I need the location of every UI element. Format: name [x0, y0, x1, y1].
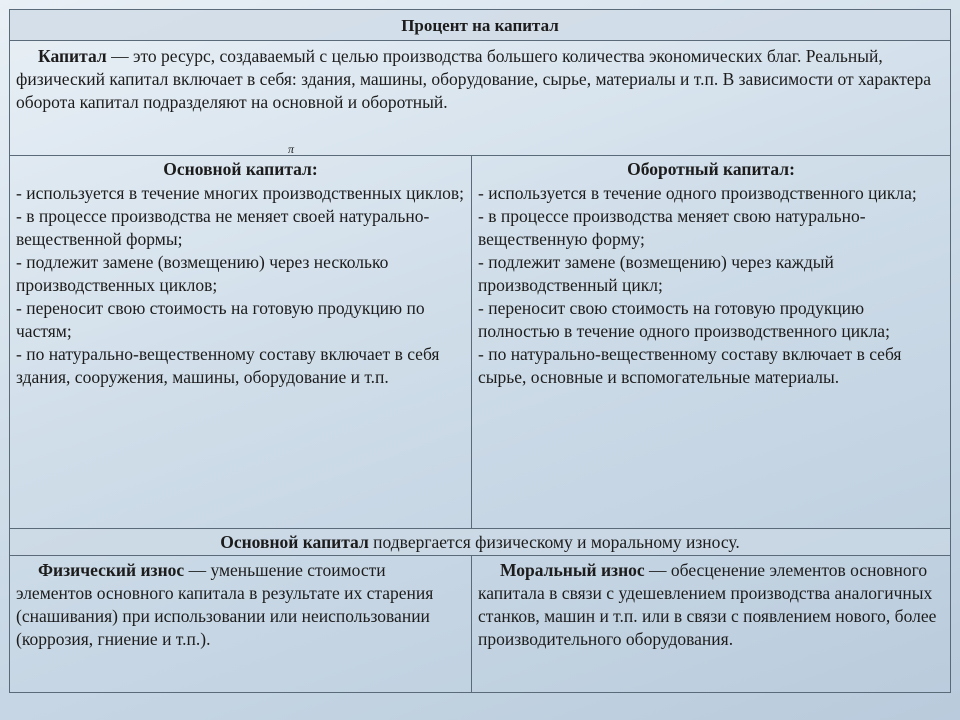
fixed-capital-column — [10, 156, 472, 529]
list-item: - по натурально-вещественному составу включает в себя сырье, основные и вспомогательные материалы. — [478, 344, 902, 387]
working-capital-heading: Оборотный капитал: — [627, 159, 795, 179]
title-row — [10, 10, 950, 41]
list-item: - используется в течение многих производственных циклов; — [16, 183, 464, 203]
intro-paragraph — [10, 41, 950, 156]
list-item: - по натурально-вещественному составу включает в себя здания, сооружения, машины, оборудование и т.п. — [16, 344, 440, 387]
wear-term: Основной капитал — [220, 532, 369, 552]
pi-symbol: π — [288, 142, 295, 156]
wear-text: подвергается физическому и моральному износу. — [368, 532, 740, 552]
working-capital-column — [472, 156, 950, 529]
wear-statement — [10, 529, 950, 556]
list-item: - переносит свою стоимость на готовую продукцию полностью в течение одного производственного цикла; — [478, 298, 890, 341]
list-item: - используется в течение одного производственного цикла; — [478, 183, 917, 203]
working-capital-list — [478, 182, 944, 389]
physical-wear-term: Физический износ — [38, 560, 185, 580]
list-item: - переносит свою стоимость на готовую продукцию по частям; — [16, 298, 425, 341]
moral-wear-term: Моральный износ — [500, 560, 645, 580]
fixed-capital-list — [16, 182, 465, 389]
list-item: - в процессе производства меняет свою натурально-вещественную форму; — [478, 206, 866, 249]
list-item: - в процессе производства не меняет своей натурально-вещественной формы; — [16, 206, 430, 249]
physical-wear-cell — [10, 556, 472, 692]
moral-wear-cell — [472, 556, 950, 692]
intro-text: — это ресурс, создаваемый с целью производства большего количества экономических благ. Реальный, физический капитал включает в себя: здания, машины, оборудование, сырье, материалы и т.п. В зависимости от характера оборота капитал подразделяют на основной и оборотный. — [16, 46, 932, 112]
physical-wear-text: — уменьшение стоимости элементов основного капитала в результате их старения (снашивания) при использовании или неиспользовании (коррозия, гниение и т.п.). — [16, 560, 434, 649]
moral-wear-text: — обесценение элементов основного капитала в связи с удешевлением производства аналогичных станков, машин и т.п. или в связи с появлением нового, более производительного оборудования. — [478, 560, 937, 649]
page-title: Процент на капитал — [401, 16, 559, 35]
fixed-capital-heading: Основной капитал: — [163, 159, 318, 179]
capital-comparison — [10, 156, 950, 529]
list-item: - подлежит замене (возмещению) через каждый производственный цикл; — [478, 252, 834, 295]
wear-types — [10, 556, 950, 692]
intro-term: Капитал — [38, 46, 107, 66]
list-item: - подлежит замене (возмещению) через несколько производственных циклов; — [16, 252, 389, 295]
capital-table — [9, 9, 951, 693]
